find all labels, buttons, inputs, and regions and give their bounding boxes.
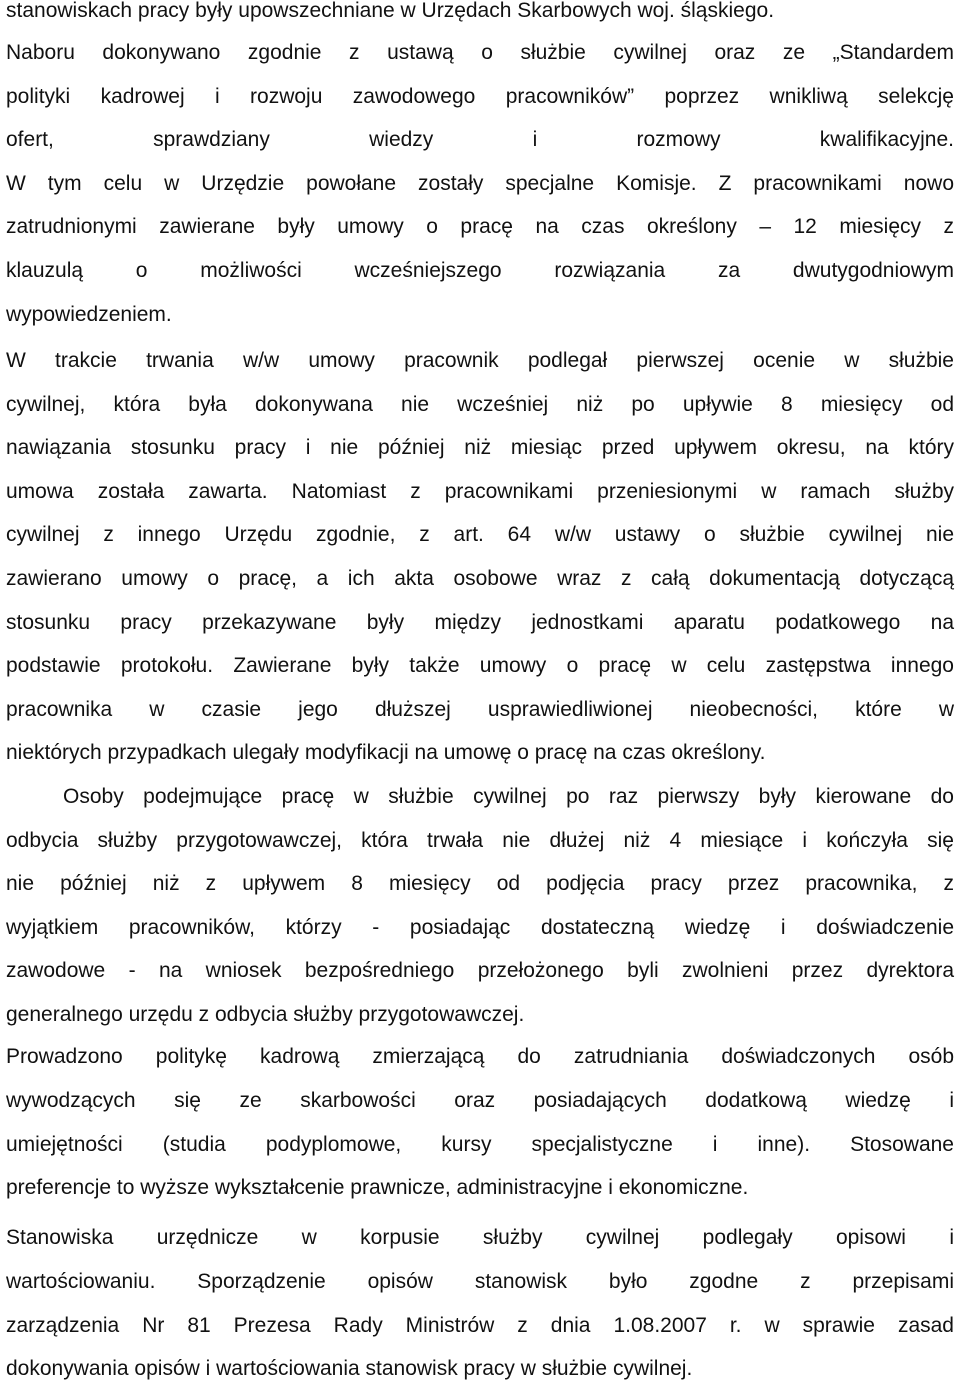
text-line: stosunku pracy przekazywane były między jednostkami aparatu podatkowego na xyxy=(6,611,954,634)
text-line: umiejętności (studia podyplomowe, kursy specjalistyczne i inne). Stosowane xyxy=(6,1133,954,1156)
text-line: wypowiedzeniem. xyxy=(6,303,172,326)
text-line: preferencje to wyższe wykształcenie prawnicze, administracyjne i ekonomiczne. xyxy=(6,1176,749,1199)
text-line: wyjątkiem pracowników, którzy - posiadając dostateczną wiedzę i doświadczenie xyxy=(6,916,954,939)
indented-text-line: Osoby podejmujące pracę w służbie cywilnej po raz pierwszy były kierowane do xyxy=(63,785,954,808)
text-line: pracownika w czasie jego dłuższej usprawiedliwionej nieobecności, które w xyxy=(6,698,954,721)
text-line: Stanowiska urzędnicze w korpusie służby cywilnej podlegały opisowi i xyxy=(6,1226,954,1249)
text-line: podstawie protokołu. Zawierane były także umowy o pracę w celu zastępstwa innego xyxy=(6,654,954,677)
text-line: zarządzenia Nr 81 Prezesa Rady Ministrów z dnia 1.08.2007 r. w sprawie zasad xyxy=(6,1314,954,1337)
text-line: cywilnej, która była dokonywana nie wcześniej niż po upływie 8 miesięcy od xyxy=(6,393,954,416)
text-line: stanowiskach pracy były upowszechniane w Urzędach Skarbowych woj. śląskiego. xyxy=(6,0,775,22)
text-line: nawiązania stosunku pracy i nie później niż miesiąc przed upływem okresu, na który xyxy=(6,436,954,459)
text-line: wartościowaniu. Sporządzenie opisów stanowisk było zgodne z przepisami xyxy=(6,1270,954,1293)
text-line: zawodowe - na wniosek bezpośredniego przełożonego byli zwolnieni przez dyrektora xyxy=(6,959,954,982)
text-line: W tym celu w Urzędzie powołane zostały specjalne Komisje. Z pracownikami nowo xyxy=(6,172,954,195)
text-line: nie później niż z upływem 8 miesięcy od podjęcia pracy przez pracownika, z xyxy=(6,872,954,895)
text-line: odbycia służby przygotowawczej, która trwała nie dłużej niż 4 miesiące i kończyła się xyxy=(6,829,954,852)
text-line: cywilnej z innego Urzędu zgodnie, z art. 64 w/w ustawy o służbie cywilnej nie xyxy=(6,523,954,546)
text-line: niektórych przypadkach ulegały modyfikacji na umowę o pracę na czas określony. xyxy=(6,741,766,764)
text-line: ofert, sprawdziany wiedzy i rozmowy kwalifikacyjne. xyxy=(6,128,954,151)
text-line: generalnego urzędu z odbycia służby przygotowawczej. xyxy=(6,1003,525,1026)
text-line: W trakcie trwania w/w umowy pracownik podlegał pierwszej ocenie w służbie xyxy=(6,349,954,372)
text-line: Prowadzono politykę kadrową zmierzającą do zatrudniania doświadczonych osób xyxy=(6,1045,954,1068)
text-line: polityki kadrowej i rozwoju zawodowego pracowników” poprzez wnikliwą selekcję xyxy=(6,85,954,108)
text-line: klauzulą o możliwości wcześniejszego rozwiązania za dwutygodniowym xyxy=(6,259,954,282)
text-line: Naboru dokonywano zgodnie z ustawą o służbie cywilnej oraz ze „Standardem xyxy=(6,41,954,64)
text-line: wywodzących się ze skarbowości oraz posiadających dodatkową wiedzę i xyxy=(6,1089,954,1112)
text-line: umowa została zawarta. Natomiast z pracownikami przeniesionymi w ramach służby xyxy=(6,480,954,503)
text-line: dokonywania opisów i wartościowania stanowisk pracy w służbie cywilnej. xyxy=(6,1357,693,1380)
text-line: zatrudnionymi zawierane były umowy o pracę na czas określony – 12 miesięcy z xyxy=(6,215,954,238)
text-line: zawierano umowy o pracę, a ich akta osobowe wraz z całą dokumentacją dotyczącą xyxy=(6,567,954,590)
